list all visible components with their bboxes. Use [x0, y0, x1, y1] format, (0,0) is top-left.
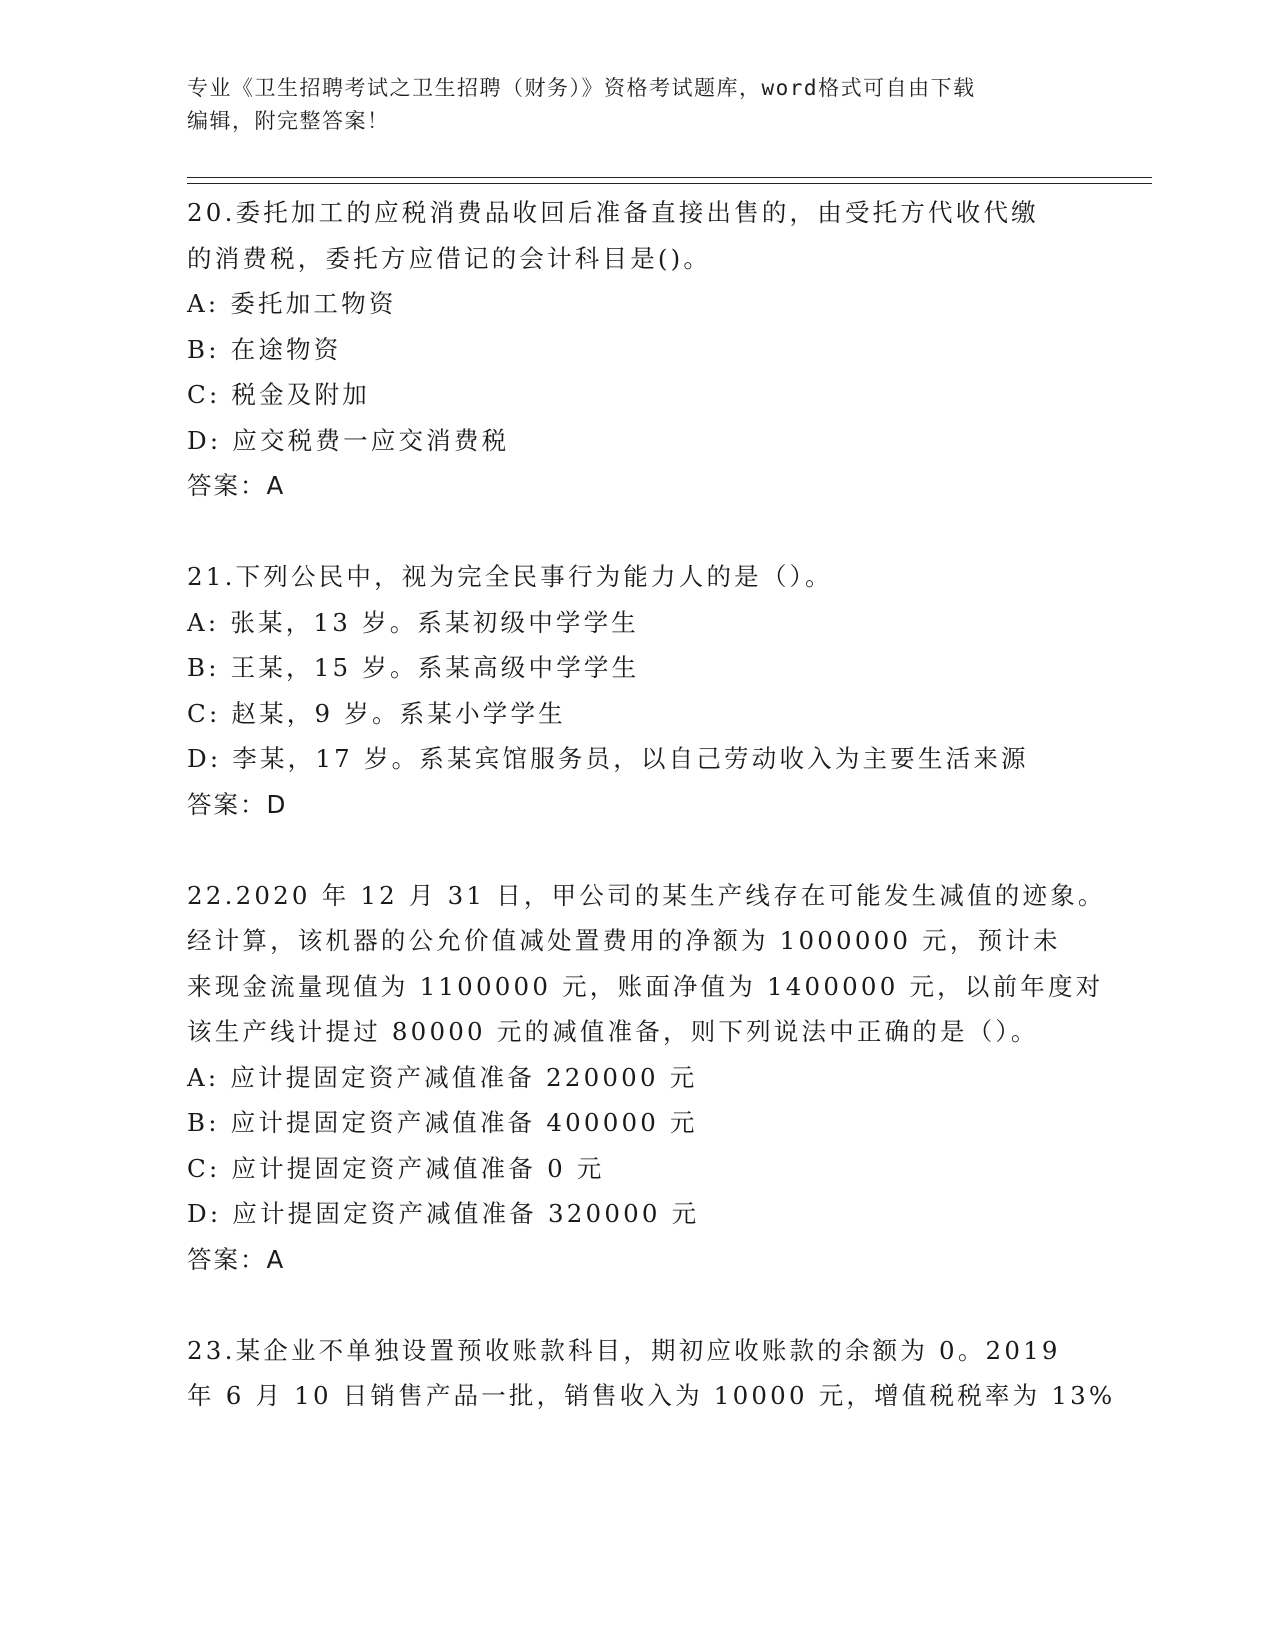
- option-b: B: 在途物资: [187, 334, 342, 364]
- question-stem-line: 年 6 月 10 日销售产品一批，销售收入为 10000 元，增值税税率为 13%: [187, 1381, 1116, 1410]
- question-stem-line: 23.某企业不单独设置预收账款科目，期初应收账款的余额为 0。2019: [187, 1335, 1061, 1365]
- answer-line: 答案：A: [187, 1244, 286, 1274]
- spacer: [187, 827, 1087, 873]
- header-line-2: 编辑，附完整答案！: [187, 109, 390, 133]
- question-stem-line: 经计算，该机器的公允价值减处置费用的净额为 1000000 元，预计未: [187, 926, 1061, 955]
- question-list: [187, 190, 1116, 1419]
- option-a: A: 委托加工物资: [187, 289, 397, 318]
- answer-line: 答案：A: [187, 471, 286, 500]
- question-stem-line: 的消费税，委托方应借记的会计科目是()。: [187, 243, 712, 273]
- question-stem-line: 来现金流量现值为 1100000 元，账面净值为 1400000 元，以前年度对: [187, 971, 1104, 1001]
- option-a: A: 张某，13 岁。系某初级中学学生: [187, 607, 639, 637]
- question-22: [187, 873, 1106, 1283]
- question-stem-line: 22.2020 年 12 月 31 日，甲公司的某生产线存在可能发生减值的迹象。: [187, 880, 1106, 910]
- header-line-1: 专业《卫生招聘考试之卫生招聘（财务）》资格考试题库，word格式可自由下载: [187, 76, 976, 100]
- option-b: B: 应计提固定资产减值准备 400000 元: [187, 1108, 698, 1137]
- option-c: C: 赵某，9 岁。系某小学学生: [187, 698, 566, 728]
- option-b: B: 王某，15 岁。系某高级中学学生: [187, 653, 640, 682]
- option-c: C: 应计提固定资产减值准备 0 元: [187, 1153, 605, 1183]
- option-a: A: 应计提固定资产减值准备 220000 元: [187, 1062, 698, 1092]
- option-d: D: 应交税费一应交消费税: [187, 425, 510, 455]
- option-c: C: 税金及附加: [187, 380, 370, 409]
- document-header: [187, 72, 1067, 138]
- header-divider-top: [187, 177, 1152, 178]
- spacer: [187, 1282, 1087, 1328]
- question-20: [187, 190, 1087, 509]
- question-21: [187, 554, 1087, 827]
- question-stem-line: 该生产线计提过 80000 元的减值准备，则下列说法中正确的是（）。: [187, 1017, 1039, 1046]
- answer-line: 答案：D: [187, 789, 288, 819]
- question-23: [187, 1328, 1116, 1419]
- option-d: D: 李某，17 岁。系某宾馆服务员，以自己劳动收入为主要生活来源: [187, 744, 1029, 773]
- question-stem-line: 20.委托加工的应税消费品收回后准备直接出售的，由受托方代收代缴: [187, 198, 1039, 227]
- question-stem-line: 21.下列公民中，视为完全民事行为能力人的是（）。: [187, 562, 833, 591]
- spacer: [187, 509, 1087, 555]
- option-d: D: 应计提固定资产减值准备 320000 元: [187, 1199, 700, 1228]
- header-divider-bottom: [187, 183, 1152, 184]
